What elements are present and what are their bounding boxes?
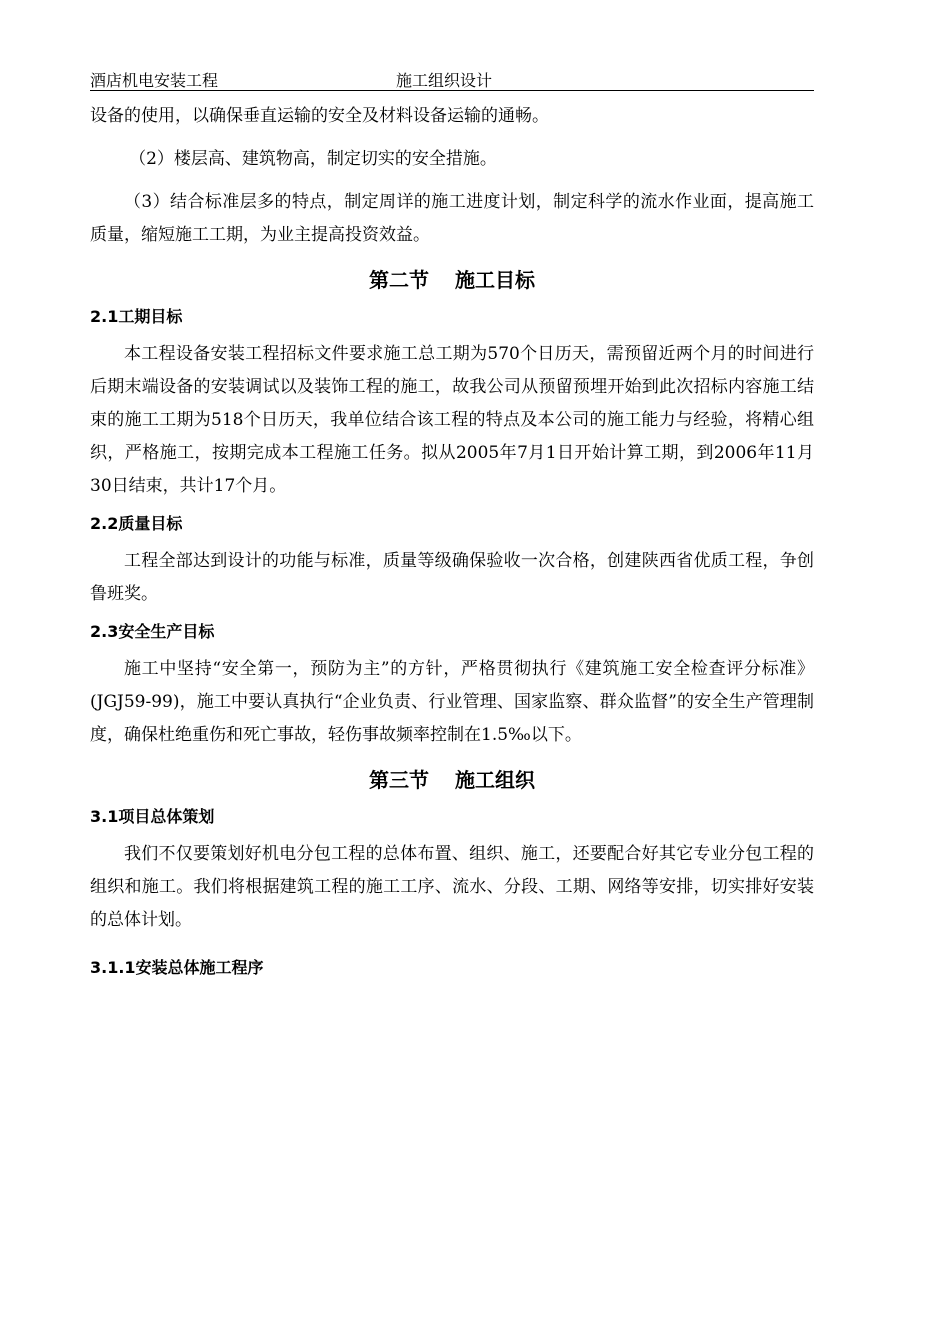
section-3-heading bbox=[90, 764, 814, 796]
subsection-3-1-1-heading: 3.1.1安装总体施工程序 bbox=[90, 958, 264, 977]
paragraph-continuation: 设备的使用，以确保垂直运输的安全及材料设备运输的通畅。 bbox=[90, 106, 549, 126]
subsection-3-1-heading: 3.1项目总体策划 bbox=[90, 807, 215, 826]
subsection-3-1-text: 我们不仅要策划好机电分包工程的总体布置、组织、施工，还要配合好其它专业分包工程的组织和施工。我们将根据建筑工程的施工工序、流水、分段、工期、网络等安排，切实排好安装的总体计划。 bbox=[90, 844, 814, 930]
subsection-2-1-text: 本工程设备安装工程招标文件要求施工总工期为570个日历天，需预留近两个月的时间进行后期末端设备的安装调试以及装饰工程的施工，故我公司从预留预埋开始到此次招标内容施工结束的施工工期为518个日历天，我单位结合该工程的特点及本公司的施工能力与经验，将精心组织，严格施工，按期完成本工程施工任务。拟从2005年7月1日开始计算工期，到2006年11月30日结束，共计17个月。 bbox=[90, 344, 814, 496]
subsection-2-1-heading: 2.1工期目标 bbox=[90, 307, 183, 326]
section-2-heading bbox=[90, 264, 814, 296]
subsection-2-2-text: 工程全部达到设计的功能与标准，质量等级确保验收一次合格，创建陕西省优质工程，争创鲁班奖。 bbox=[90, 551, 814, 604]
page-header bbox=[90, 68, 814, 91]
subsection-2-3-text: 施工中坚持“安全第一，预防为主”的方针，严格贯彻执行《建筑施工安全检查评分标准》(JGJ59-99)，施工中要认真执行“企业负责、行业管理、国家监察、群众监督”的安全生产管理制度，确保杜绝重伤和死亡事故，轻伤事故频率控制在1.5‰以下。 bbox=[90, 659, 814, 745]
section-3-title: 施工组织 bbox=[455, 768, 535, 792]
subsection-2-2-heading: 2.2质量目标 bbox=[90, 514, 183, 533]
header-document-type: 施工组织设计 bbox=[396, 71, 493, 90]
document-body bbox=[90, 100, 814, 989]
paragraph-item-2: （2）楼层高、建筑物高，制定切实的安全措施。 bbox=[129, 149, 497, 169]
paragraph-item-3: （3）结合标准层多的特点，制定周详的施工进度计划，制定科学的流水作业面，提高施工质量，缩短施工工期，为业主提高投资效益。 bbox=[90, 192, 814, 245]
subsection-2-3-heading: 2.3安全生产目标 bbox=[90, 622, 215, 641]
section-2-number: 第二节 bbox=[369, 268, 429, 292]
section-2-title: 施工目标 bbox=[455, 268, 535, 292]
header-project-name: 酒店机电安装工程 bbox=[90, 71, 219, 90]
section-3-number: 第三节 bbox=[369, 768, 429, 792]
